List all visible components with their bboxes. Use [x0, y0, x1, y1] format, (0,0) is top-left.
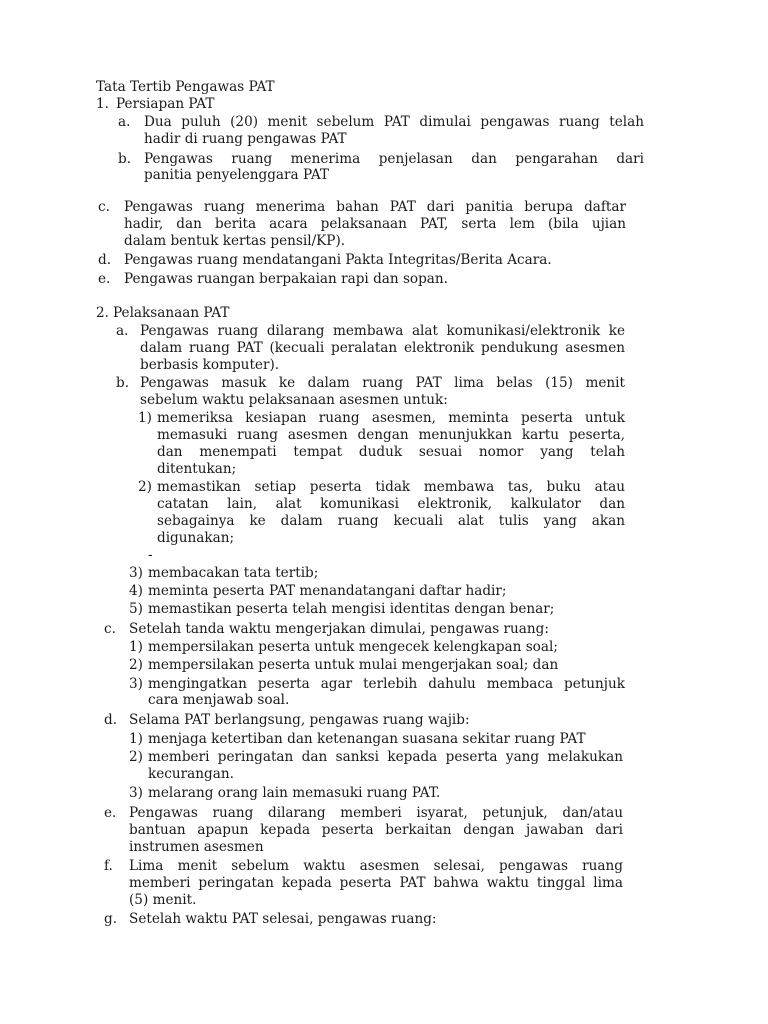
s2-c-item-3-marker: 3)	[129, 676, 143, 692]
s2-d-item-2-line-2: kecurangan.	[148, 766, 234, 782]
s2-c-line-1: Setelah tanda waktu mengerjakan dimulai, pengawas ruang:	[129, 621, 549, 637]
s1-a-marker: a.	[118, 114, 131, 130]
section-2-heading: Pelaksanaan PAT	[113, 305, 230, 321]
s2-f-marker: f.	[104, 858, 113, 874]
s1-b-marker: b.	[118, 151, 132, 167]
s2-b-item-5-marker: 5)	[129, 601, 143, 617]
s1-e-line-1: Pengawas ruangan berpakaian rapi dan sopan.	[124, 271, 448, 287]
s2-g-line-1: Setelah waktu PAT selesai, pengawas ruang:	[129, 911, 437, 927]
s2-b-item-2-line-1: memastikan setiap peserta tidak membawa tas, buku atau	[157, 479, 625, 495]
s2-c-item-2-marker: 2)	[129, 657, 143, 673]
s2-d-item-3-line-1: melarang orang lain memasuki ruang PAT.	[148, 785, 441, 801]
stray-dash: -	[148, 547, 153, 563]
s2-b-line-1: Pengawas masuk ke dalam ruang PAT lima belas (15) menit	[140, 375, 625, 391]
s2-a-line-3: berbasis komputer).	[140, 357, 280, 373]
s2-d-item-1-marker: 1)	[129, 731, 143, 747]
s2-a-line-1: Pengawas ruang dilarang membawa alat komunikasi/elektronik ke	[140, 323, 625, 339]
s2-d-item-3-marker: 3)	[129, 785, 143, 801]
s2-b-item-2-line-2: catatan lain, alat komunikasi elektronik, kalkulator dan	[157, 496, 625, 512]
s2-c-item-3-line-2: cara menjawab soal.	[148, 692, 290, 708]
s2-e-line-1: Pengawas ruang dilarang memberi isyarat, petunjuk, dan/atau	[129, 805, 623, 821]
s2-b-item-2-line-4: digunakan;	[157, 530, 235, 546]
document-title: Tata Tertib Pengawas PAT	[96, 79, 275, 95]
s2-c-item-1-marker: 1)	[129, 639, 143, 655]
s1-d-line-1: Pengawas ruang mendatangani Pakta Integritas/Berita Acara.	[124, 252, 552, 268]
s2-b-item-1-line-4: ditentukan;	[157, 461, 237, 477]
s2-d-line-1: Selama PAT berlangsung, pengawas ruang wajib:	[129, 712, 470, 728]
s2-b-item-2-line-3: sebagainya ke dalam ruang kecuali alat tulis yang akan	[157, 513, 625, 529]
s2-b-line-2: sebelum waktu pelaksanaan asesmen untuk:	[140, 392, 448, 408]
section-1-heading: Persiapan PAT	[116, 96, 215, 112]
s1-b-line-1: Pengawas ruang menerima penjelasan dan pengarahan dari	[144, 151, 644, 167]
s2-b-item-3-marker: 3)	[129, 565, 143, 581]
s1-a-line-1: Dua puluh (20) menit sebelum PAT dimulai pengawas ruang telah	[144, 114, 644, 130]
section-2-number: 2.	[96, 305, 109, 321]
s2-f-line-2: memberi peringatan kepada peserta PAT bahwa waktu tinggal lima	[129, 875, 623, 891]
s2-b-marker: b.	[116, 375, 130, 391]
s2-b-item-1-line-2: memasuki ruang asesmen dengan menunjukkan kartu peserta,	[157, 427, 625, 443]
s2-b-item-1-marker: 1)	[138, 410, 152, 426]
s2-a-marker: a.	[116, 323, 129, 339]
s1-d-marker: d.	[98, 252, 112, 268]
s1-c-line-3: dalam bentuk kertas pensil/KP).	[124, 233, 346, 249]
s2-d-item-2-marker: 2)	[129, 749, 143, 765]
s1-c-line-2: hadir, dan berita acara pelaksanaan PAT, serta lem (bila ujian	[124, 216, 626, 232]
s2-c-item-2-line-1: mempersilakan peserta untuk mulai mengerjakan soal; dan	[148, 657, 559, 673]
s2-b-item-4-marker: 4)	[129, 583, 143, 599]
s1-c-line-1: Pengawas ruang menerima bahan PAT dari panitia berupa daftar	[124, 199, 626, 215]
s2-d-marker: d.	[104, 712, 118, 728]
section-1-number: 1.	[96, 96, 109, 112]
s2-e-marker: e.	[104, 805, 117, 821]
s2-b-item-1-line-3: dan menempati tempat duduk sesuai nomor yang telah	[157, 444, 625, 460]
s2-c-item-3-line-1: mengingatkan peserta agar terlebih dahulu membaca petunjuk	[148, 676, 625, 692]
s2-a-line-2: dalam ruang PAT (kecuali peralatan elektronik pendukung asesmen	[140, 340, 625, 356]
s2-c-item-1-line-1: mempersilakan peserta untuk mengecek kelengkapan soal;	[148, 639, 558, 655]
s2-b-item-4-line-1: meminta peserta PAT menandatangani daftar hadir;	[148, 583, 507, 599]
s2-b-item-5-line-1: memastikan peserta telah mengisi identitas dengan benar;	[148, 601, 555, 617]
s2-e-line-2: bantuan apapun kepada peserta berkaitan dengan jawaban dari	[129, 822, 623, 838]
s2-f-line-3: (5) menit.	[129, 892, 197, 908]
s2-f-line-1: Lima menit sebelum waktu asesmen selesai, pengawas ruang	[129, 858, 623, 874]
s2-c-marker: c.	[104, 621, 116, 637]
s1-a-line-2: hadir di ruang pengawas PAT	[144, 131, 347, 147]
s2-b-item-3-line-1: membacakan tata tertib;	[148, 565, 319, 581]
s1-b-line-2: panitia penyelenggara PAT	[144, 167, 329, 183]
s2-b-item-2-marker: 2)	[138, 479, 152, 495]
s2-b-item-1-line-1: memeriksa kesiapan ruang asesmen, meminta peserta untuk	[157, 410, 625, 426]
s2-g-marker: g.	[104, 911, 118, 927]
s2-d-item-2-line-1: memberi peringatan dan sanksi kepada peserta yang melakukan	[148, 749, 623, 765]
s2-d-item-1-line-1: menjaga ketertiban dan ketenangan suasana sekitar ruang PAT	[148, 731, 586, 747]
s1-c-marker: c.	[98, 199, 110, 215]
s1-e-marker: e.	[98, 271, 111, 287]
s2-e-line-3: instrumen asesmen	[129, 839, 264, 855]
